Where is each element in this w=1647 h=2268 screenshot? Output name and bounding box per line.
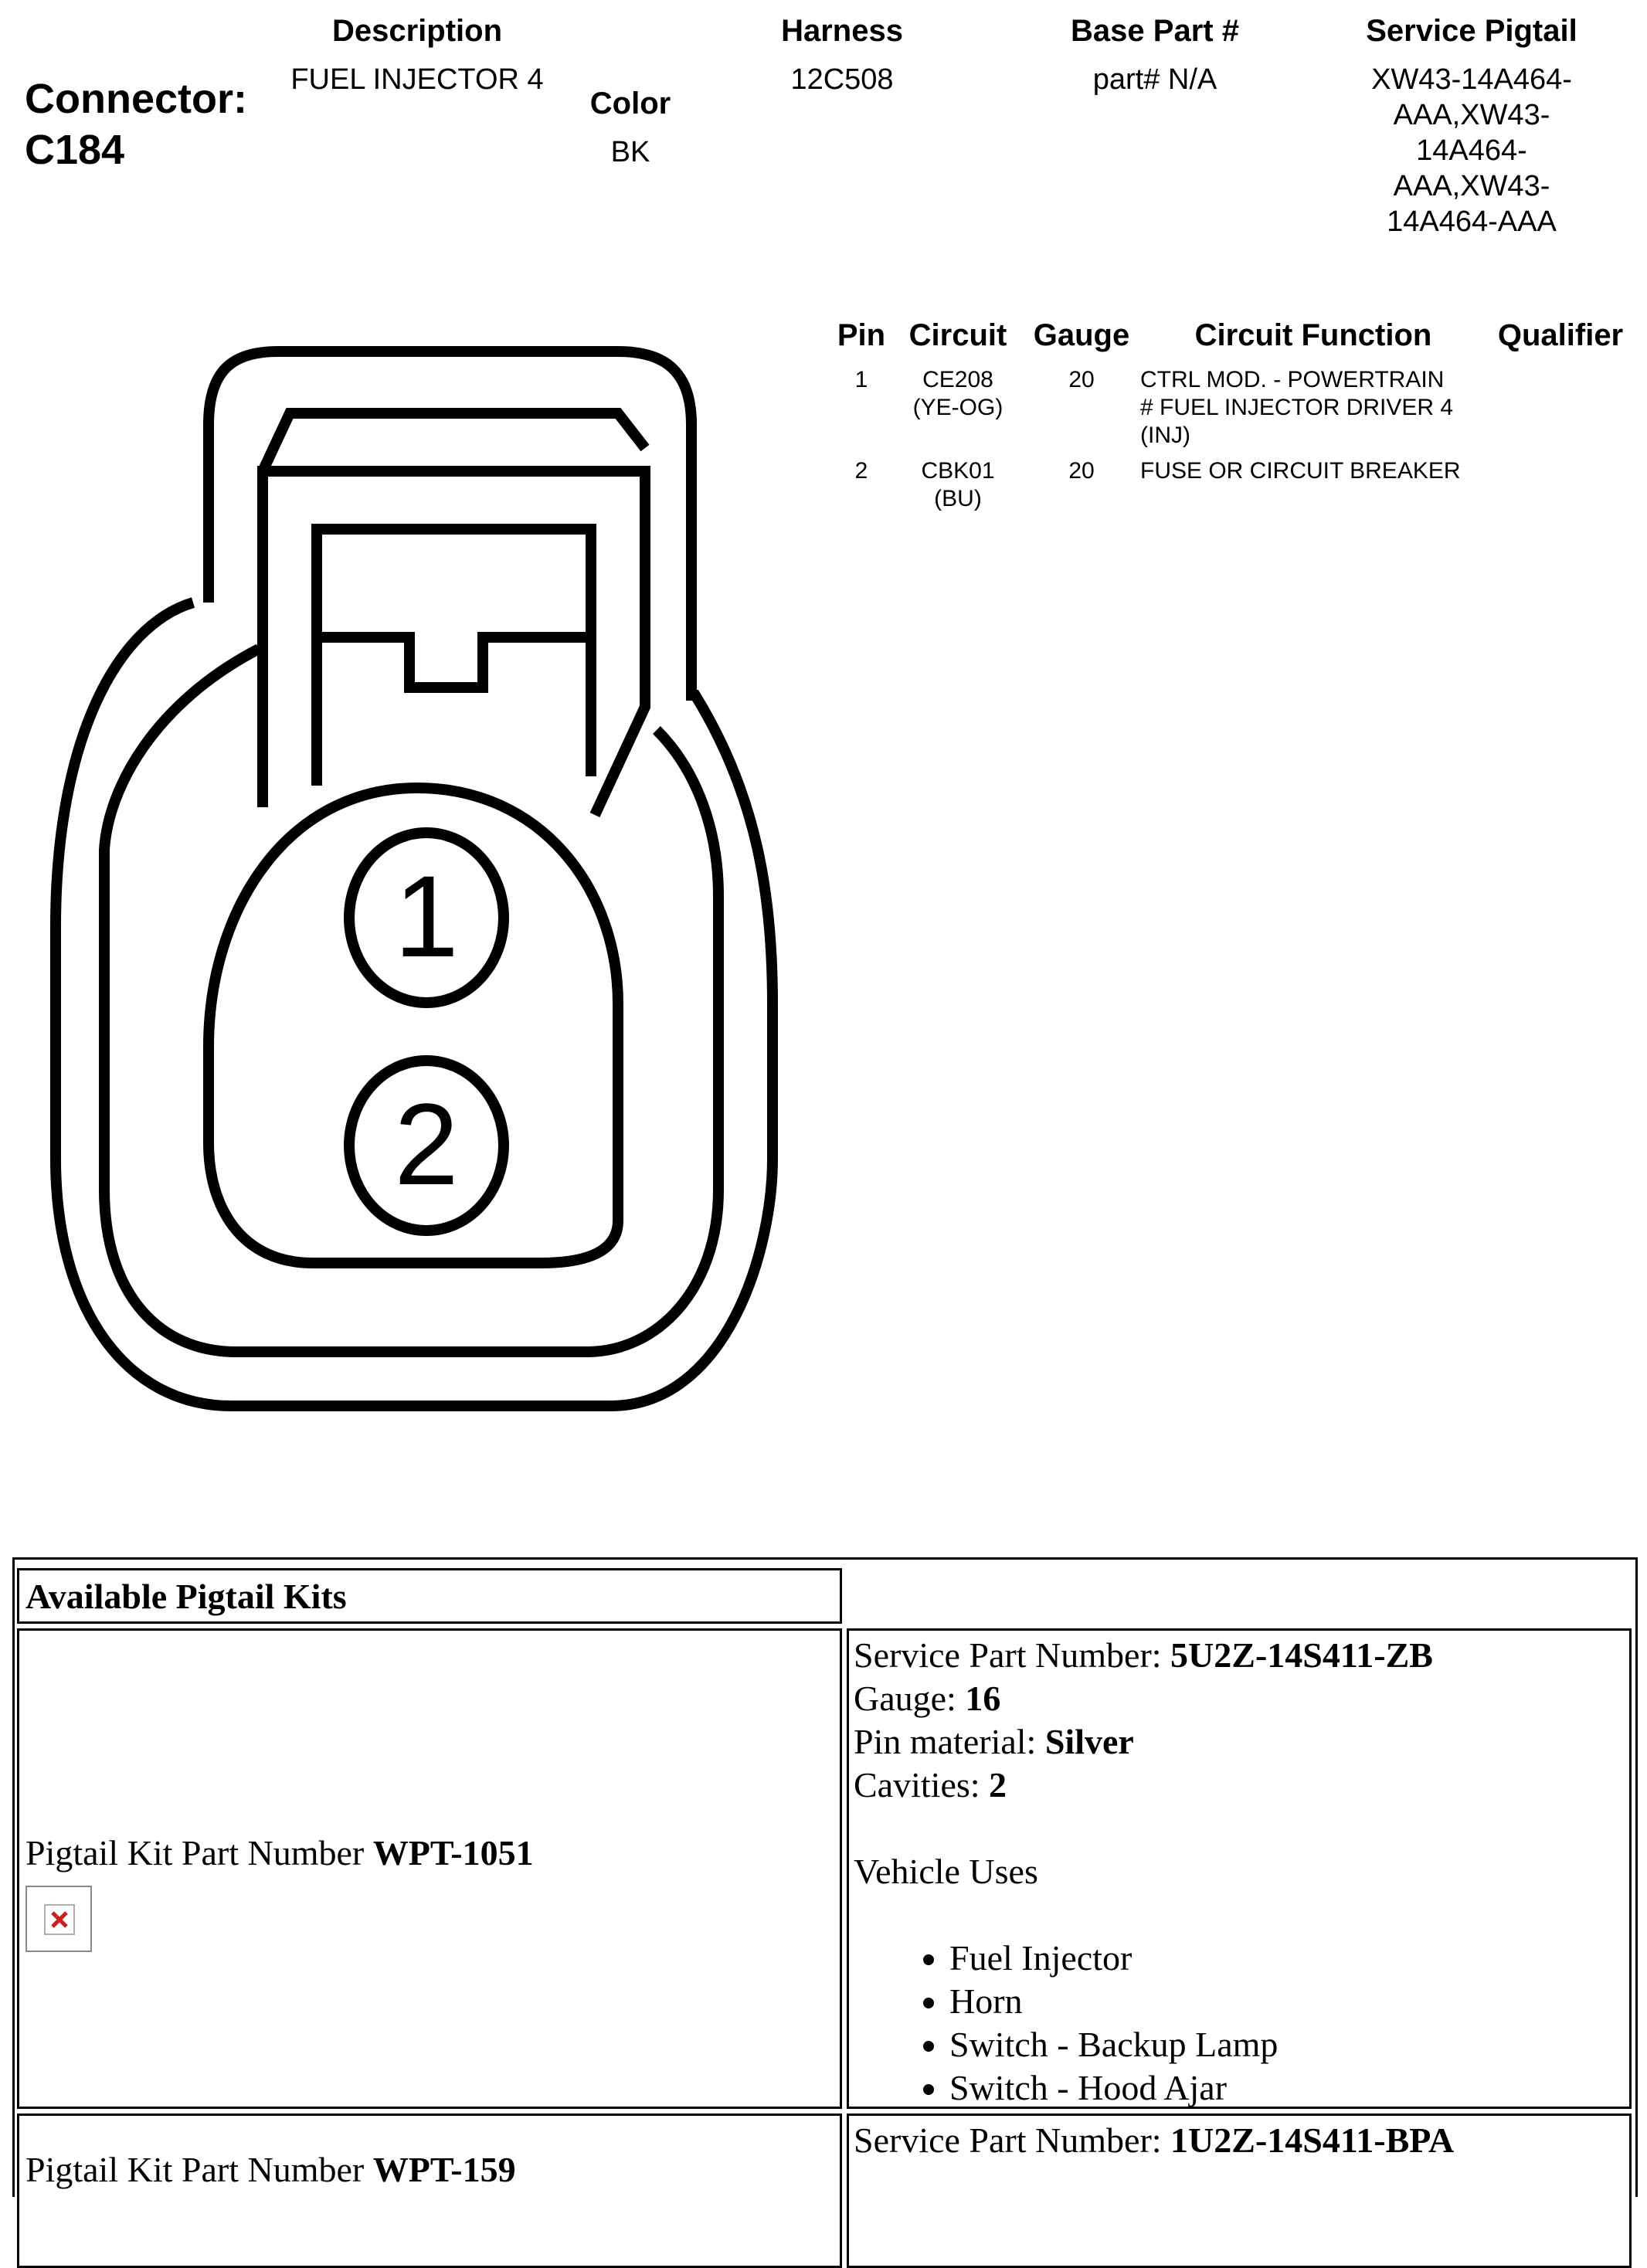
connector-latch-notch [317,637,591,688]
gauge-cell: 20 [1068,367,1095,392]
service-part-line [854,2119,1454,2162]
red-x-icon [46,1906,73,1934]
pin-1-label: 1 [394,851,459,981]
service-pigtail-value [1329,62,1615,239]
cavities-line [854,1764,1626,1807]
kit-1-part-cell [17,1628,842,2109]
connector-face-diagram [0,309,803,1452]
vehicle-use-item: • Switch - Hood Ajar [949,2066,1626,2110]
color-value: BK [610,136,650,168]
circuit-code: CBK01 [921,458,995,484]
vehicle-uses-label: Vehicle Uses [854,1852,1038,1891]
circuit-color: (BU) [934,486,982,511]
broken-image-frame [44,1904,75,1935]
function-line: CTRL MOD. - POWERTRAIN [1140,367,1445,392]
circuit-cell [896,457,1020,513]
kit-part-number: WPT-1051 [372,1833,534,1872]
pin-number: 2 [854,458,868,484]
service-pigtail-line: AAA,XW43- [1393,99,1550,131]
connector-label: Connector: [25,76,247,122]
pigtail-kits-heading: Available Pigtail Kits [25,1577,347,1616]
color-header: Color [589,87,671,121]
function-line: (INJ) [1140,423,1190,448]
circuit-color: (YE-OG) [912,395,1003,420]
circuit-cell [896,366,1020,422]
service-pigtail-line: AAA,XW43- [1393,170,1550,202]
service-part-value: 5U2Z-14S411-ZB [1170,1635,1433,1675]
vehicle-uses-list [854,1937,1626,2110]
pin-material-line [854,1720,1626,1764]
vehicle-use-item: • Switch - Backup Lamp [949,2023,1626,2066]
function-cell [1140,366,1480,450]
pin-number: 1 [854,367,868,392]
kit-part-label: Pigtail Kit Part Number [25,1833,373,1872]
kit-1-details [854,1634,1626,2110]
kit-part-label: Pigtail Kit Part Number [25,2150,373,2189]
pin-material-label: Pin material: [854,1722,1045,1761]
service-pigtail-header: Service Pigtail [1366,14,1577,48]
connector-id: C184 [25,127,125,173]
kit-2-details-cell [847,2114,1632,2268]
pin-material-value: Silver [1044,1722,1134,1761]
pin-2-label: 2 [394,1079,459,1209]
broken-image-icon [25,1886,92,1952]
cavities-label: Cavities: [854,1765,990,1805]
service-pigtail-line: XW43-14A464- [1371,63,1572,96]
connector-title [25,73,247,175]
cavities-value: 2 [989,1765,1007,1805]
kit-2-part-cell [17,2114,842,2268]
kit-part-number: WPT-159 [372,2150,516,2189]
harness-header: Harness [781,14,903,48]
gauge-cell: 20 [1068,458,1095,484]
kit-1-details-cell [847,1628,1632,2109]
base-part-value: part# N/A [1092,63,1217,96]
vehicle-use-item: • Fuel Injector [949,1937,1626,1980]
harness-value: 12C508 [790,63,894,96]
kit-2-details [854,2119,1454,2162]
kit-2-part-line [25,2148,516,2192]
service-part-value: 1U2Z-14S411-BPA [1170,2120,1455,2160]
service-part-line [854,1634,1626,1677]
description-value: FUEL INJECTOR 4 [290,63,544,96]
function-column-header: Circuit Function [1194,318,1432,352]
service-part-label: Service Part Number: [854,1635,1171,1675]
base-part-header: Base Part # [1071,14,1239,48]
vehicle-use-item: • Horn [949,1980,1626,2023]
pin-column-header: Pin [837,318,886,352]
service-pigtail-line: 14A464- [1416,134,1527,167]
service-part-label: Service Part Number: [854,2120,1171,2160]
description-header: Description [331,14,503,48]
function-line: FUSE OR CIRCUIT BREAKER [1140,458,1461,484]
service-pigtail-line: 14A464-AAA [1387,205,1557,238]
kit-1-part-line [25,1832,534,1875]
gauge-line [854,1677,1626,1720]
connector-latch-window [317,529,591,786]
qualifier-column-header: Qualifier [1497,318,1624,352]
pigtail-kits-heading-cell [17,1568,842,1624]
gauge-value: 16 [965,1679,1001,1718]
connector-latch-tab [263,413,645,471]
circuit-column-header: Circuit [908,318,1007,352]
function-cell [1140,457,1480,485]
gauge-label: Gauge: [854,1679,966,1718]
function-line: # FUEL INJECTOR DRIVER 4 [1140,395,1454,420]
circuit-code: CE208 [922,367,993,392]
gauge-column-header: Gauge [1033,318,1130,352]
